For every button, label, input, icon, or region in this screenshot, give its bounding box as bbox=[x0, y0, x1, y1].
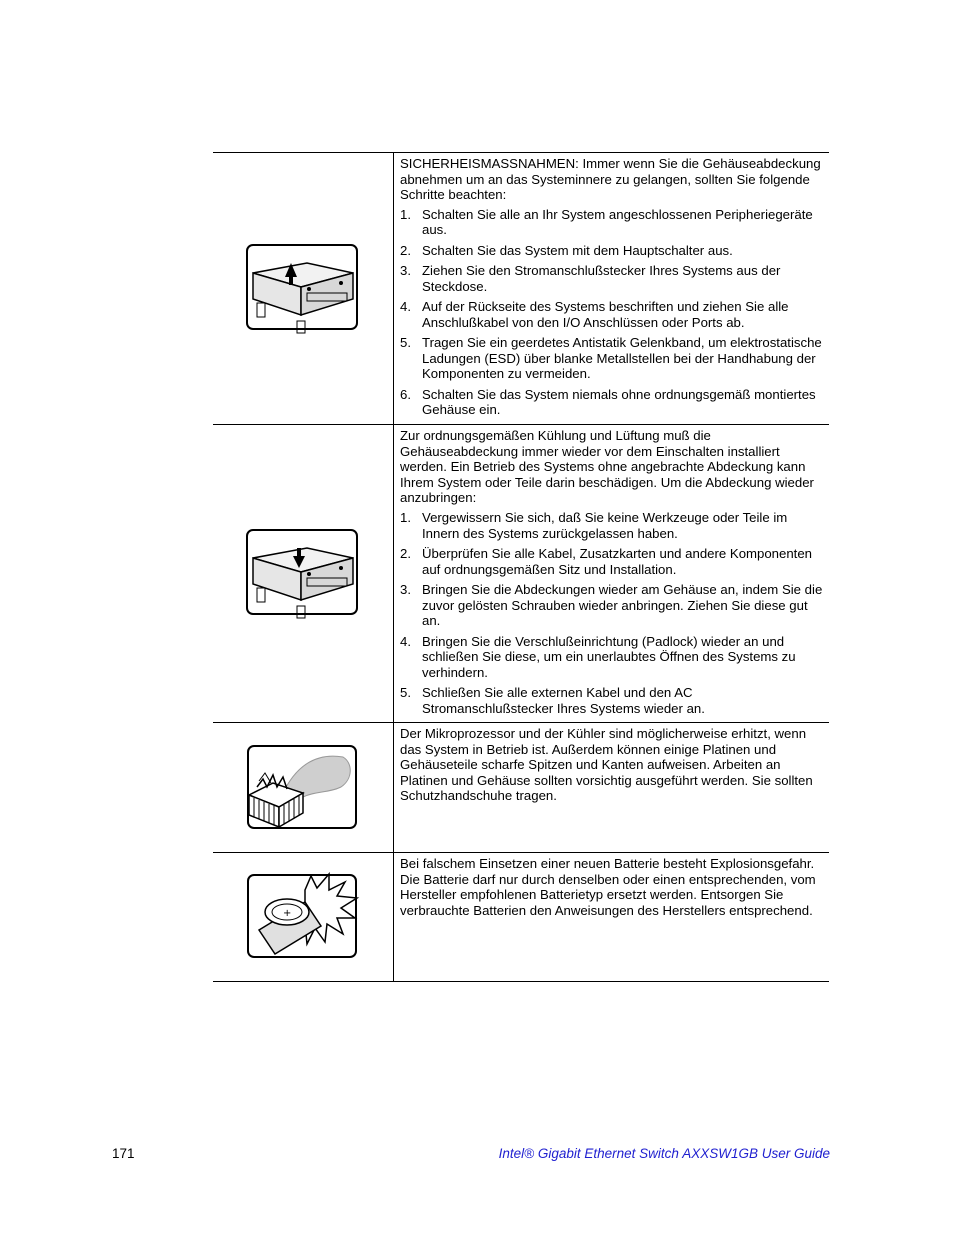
step-number: 3. bbox=[400, 263, 411, 279]
step-number: 2. bbox=[400, 545, 411, 561]
icon-cell bbox=[213, 723, 394, 852]
list-item bbox=[400, 546, 823, 577]
step-number: 5. bbox=[400, 685, 411, 701]
step-number: 4. bbox=[400, 633, 411, 649]
step-text: Schalten Sie das System mit dem Hauptschalter aus. bbox=[422, 242, 733, 258]
battery-explosion-icon bbox=[245, 872, 361, 962]
text-cell bbox=[394, 723, 829, 852]
list-item bbox=[400, 582, 823, 629]
safety-row bbox=[213, 723, 829, 853]
list-item bbox=[400, 243, 823, 259]
safety-row bbox=[213, 425, 829, 723]
step-number: 3. bbox=[400, 581, 411, 597]
icon-cell bbox=[213, 153, 394, 424]
icon-cell bbox=[213, 853, 394, 981]
text-cell bbox=[394, 853, 829, 981]
hot-heatsink-hand-icon bbox=[245, 743, 361, 833]
list-item bbox=[400, 207, 823, 238]
list-item bbox=[400, 685, 823, 716]
step-number: 6. bbox=[400, 386, 411, 402]
step-list bbox=[400, 510, 823, 716]
svg-text:+: + bbox=[283, 908, 292, 919]
text-cell bbox=[394, 153, 829, 424]
step-text: Schalten Sie das System niemals ohne ordnungsgemäß montiertes Gehäuse ein. bbox=[422, 386, 816, 418]
step-text: Tragen Sie ein geerdetes Antistatik Gelenkband, um elektrostatische Ladungen (ESD) über blanke Metallstellen bei der Handhabung der Komponenten zu vermeiden. bbox=[422, 335, 822, 382]
step-text: Schalten Sie alle an Ihr System angeschlossenen Peripheriegeräte aus. bbox=[422, 206, 813, 238]
step-number: 1. bbox=[400, 509, 411, 525]
step-text: Überprüfen Sie alle Kabel, Zusatzkarten und andere Komponenten auf ordnungsgemäßen Sitz und Installation. bbox=[422, 545, 813, 577]
safety-row bbox=[213, 153, 829, 425]
row-intro: SICHERHEISMASSNAHMEN: Immer wenn Sie die Gehäuseabdeckung abnehmen um an das Systeminnere zu gelangen, sollten Sie folgende Schritte beachten: bbox=[400, 156, 821, 203]
server-cover-install-icon bbox=[245, 528, 361, 620]
document-title: Intel® Gigabit Ethernet Switch AXXSW1GB User Guide bbox=[498, 1146, 830, 1161]
step-list bbox=[400, 207, 823, 418]
step-text: Bringen Sie die Verschlußeinrichtung (Padlock) wieder an und schließen Sie diese, um ein unerlaubtes Öffnen des Systems zu verhindern. bbox=[422, 633, 796, 680]
row-intro: Der Mikroprozessor und der Kühler sind möglicherweise erhitzt, wenn das System in Betrieb ist. Außerdem können einige Platinen und Gehäuseteile scharfe Spitzen und Kanten aufweisen. Arbeiten an Platinen und Gehäuse sollten vorsichtig ausgeführt werden. Sie sollten Schutzhandschuhe tragen. bbox=[400, 726, 813, 804]
step-text: Auf der Rückseite des Systems beschriften und ziehen Sie alle Anschlußkabel von den I/O Anschlüssen oder Ports ab. bbox=[422, 299, 789, 330]
step-text: Vergewissern Sie sich, daß Sie keine Werkzeuge oder Teile im Innern des Systems zurückgelassen haben. bbox=[422, 509, 788, 541]
list-item bbox=[400, 634, 823, 681]
icon-cell bbox=[213, 425, 394, 722]
list-item bbox=[400, 510, 823, 541]
step-text: Schließen Sie alle externen Kabel und den AC Stromanschlußstecker Ihres Systems wieder an. bbox=[422, 685, 705, 716]
step-number: 5. bbox=[400, 335, 411, 351]
safety-table bbox=[213, 152, 829, 982]
list-item bbox=[400, 387, 823, 418]
list-item bbox=[400, 263, 823, 294]
list-item bbox=[400, 299, 823, 330]
safety-row bbox=[213, 853, 829, 982]
row-intro: Zur ordnungsgemäßen Kühlung und Lüftung muß die Gehäuseabdeckung immer wieder vor dem Einschalten installiert werden. Ein Betrieb des Systems ohne angebrachte Abdeckung kann Ihrem System oder Teile darin beschädigen. Um die Abdeckung wieder anzubringen: bbox=[400, 428, 814, 506]
step-number: 1. bbox=[400, 206, 411, 222]
page-number: 171 bbox=[112, 1146, 135, 1161]
step-number: 2. bbox=[400, 242, 411, 258]
server-cover-remove-icon bbox=[245, 243, 361, 335]
row-intro: Bei falschem Einsetzen einer neuen Batterie besteht Explosionsgefahr. Die Batterie darf nur durch denselben oder einen entsprechenden, vom Hersteller empfohlenen Batterietyp ersetzt werden. Entsorgen Sie verbrauchte Batterien den Anweisungen des Herstellers entsprechend. bbox=[400, 856, 816, 918]
text-cell bbox=[394, 425, 829, 722]
list-item bbox=[400, 335, 823, 382]
step-text: Bringen Sie die Abdeckungen wieder am Gehäuse an, indem Sie die zuvor gelösten Schrauben wieder anbringen. Ziehen Sie diese gut an. bbox=[422, 581, 823, 629]
step-text: Ziehen Sie den Stromanschlußstecker Ihres Systems aus der Steckdose. bbox=[422, 263, 781, 294]
step-number: 4. bbox=[400, 299, 411, 315]
